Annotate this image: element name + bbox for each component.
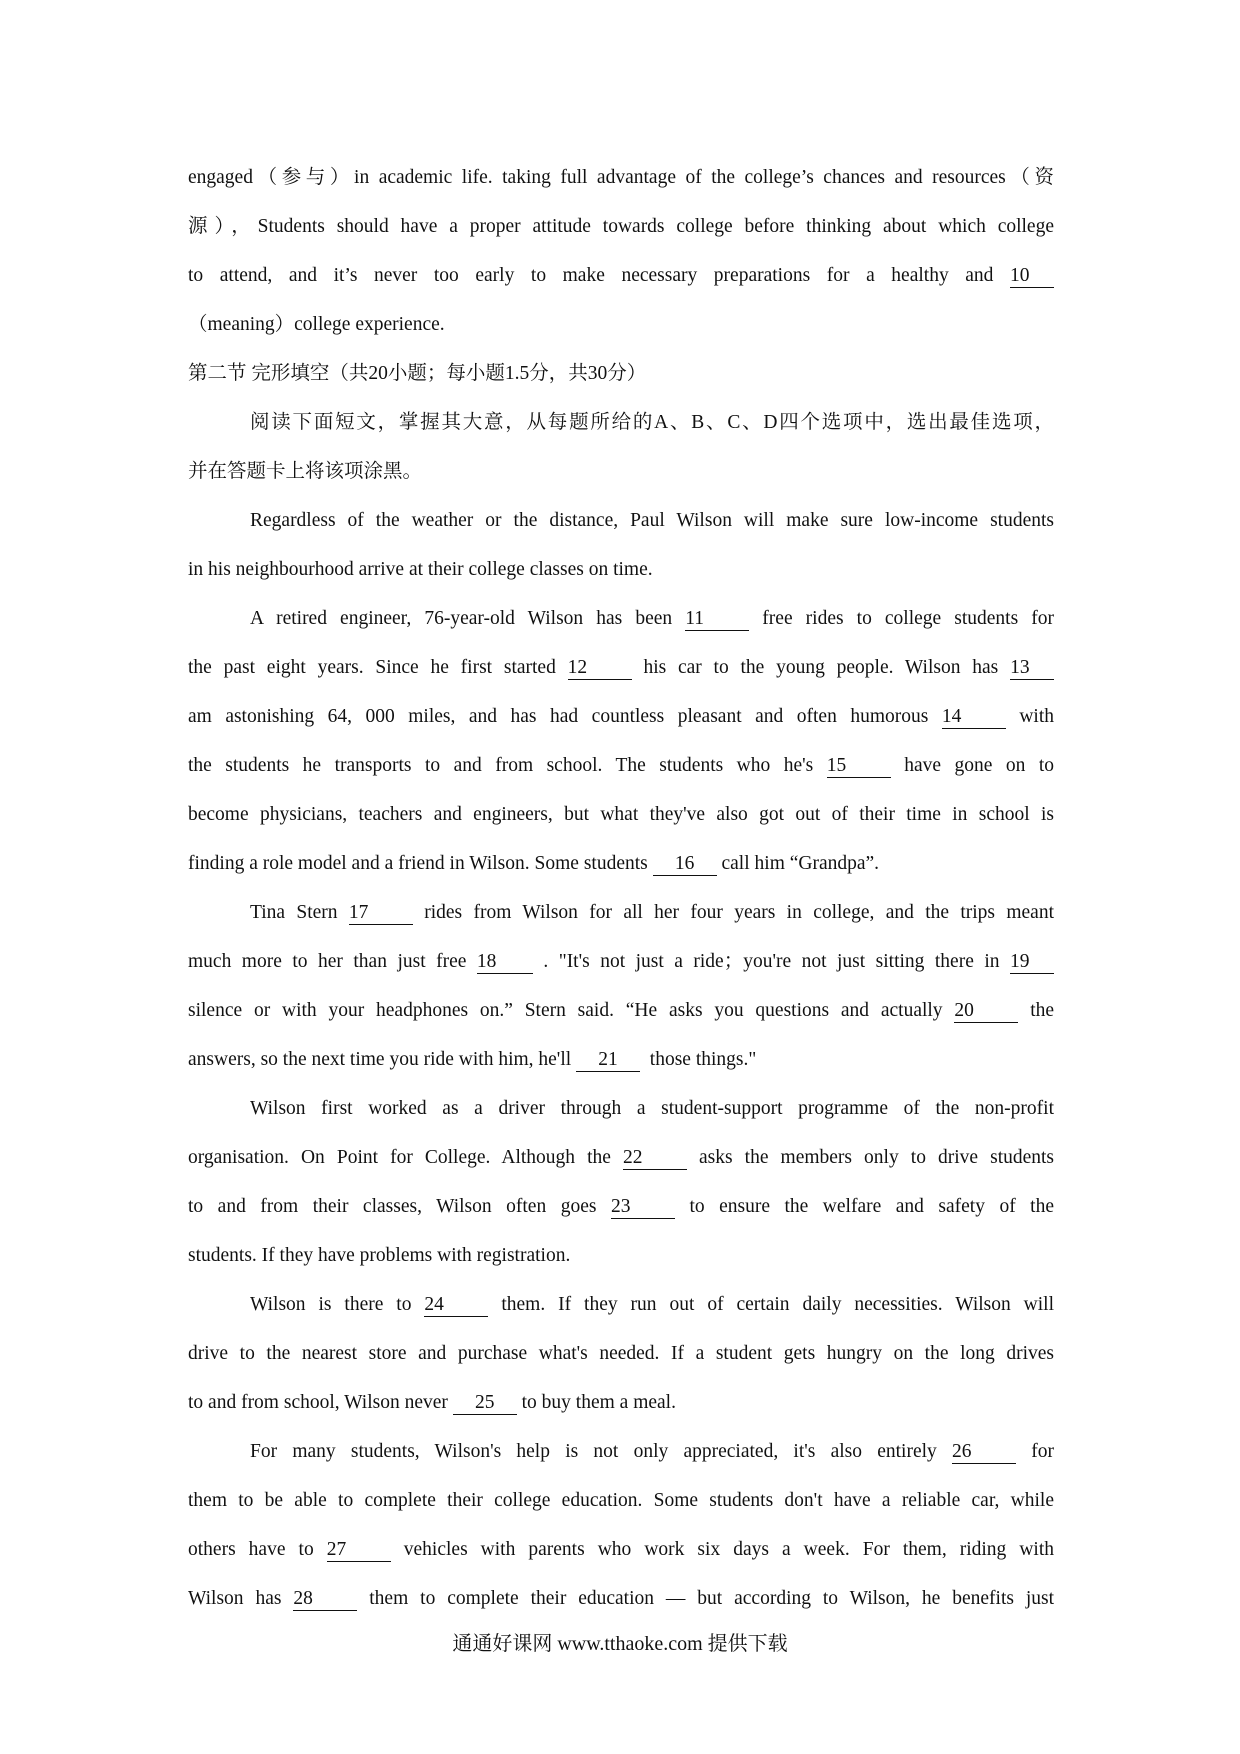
- blank-22: 22: [623, 1147, 687, 1170]
- text-fragment: am astonishing 64, 000 miles, and has had countless pleasant and often humorous: [188, 706, 929, 727]
- text-fragment: For many students, Wilson's help is not only appreciated, it's also entirely: [250, 1441, 937, 1462]
- text-fragment: those things.": [649, 1049, 757, 1070]
- blank-28: 28: [293, 1588, 357, 1611]
- blank-24: 24: [424, 1294, 488, 1317]
- blank-20: 20: [954, 1000, 1018, 1023]
- text-fragment: Wilson has: [188, 1588, 282, 1609]
- text-line: [188, 692, 1054, 741]
- blank-10: 10: [1010, 265, 1054, 288]
- text-fragment: them to complete their education — but according to Wilson, he benefits just: [369, 1588, 1055, 1609]
- text-line: become physicians, teachers and engineers, but what they've also got out of their time in school is: [188, 804, 1054, 825]
- text-line: [188, 1574, 1054, 1623]
- text-fragment: to attend, and it’s never too early to make necessary preparations for a healthy and: [188, 265, 994, 286]
- text-line: [188, 1182, 1054, 1231]
- text-line: Regardless of the weather or the distance, Paul Wilson will make sure low-income students: [250, 510, 1054, 531]
- text-fragment: with: [1019, 706, 1054, 727]
- blank-15: 15: [827, 755, 891, 778]
- text-line: [188, 888, 1054, 937]
- blank-18: 18: [477, 951, 533, 974]
- text-fragment: them. If they run out of certain daily necessities. Wilson will: [501, 1294, 1055, 1315]
- text-line: （meaning）college experience.: [188, 314, 445, 335]
- text-line: [188, 594, 1054, 643]
- blank-14: 14: [942, 706, 1006, 729]
- text-line: [188, 1133, 1054, 1182]
- blank-21: 21: [576, 1049, 640, 1072]
- text-fragment: organisation. On Point for College. Although the: [188, 1147, 611, 1168]
- text-fragment: . "It's not just a ride；you're not just sitting there in: [543, 951, 1000, 972]
- text-fragment: call him “Grandpa”.: [721, 853, 880, 874]
- text-fragment: finding a role model and a friend in Wilson. Some students: [188, 853, 648, 874]
- text-line: [188, 1035, 1054, 1084]
- text-fragment: rides from Wilson for all her four years in college, and the trips meant: [424, 902, 1054, 923]
- instruction-line: 并在答题卡上将该项涂黑。: [188, 461, 423, 482]
- text-line: in his neighbourhood arrive at their college classes on time.: [188, 559, 653, 580]
- blank-16: 16: [653, 853, 717, 876]
- blank-23: 23: [611, 1196, 675, 1219]
- blank-26: 26: [952, 1441, 1016, 1464]
- text-fragment: to and from school, Wilson never: [188, 1392, 448, 1413]
- text-fragment: vehicles with parents who work six days a week. For them, riding with: [403, 1539, 1055, 1560]
- text-line: 源），Students should have a proper attitude towards college before thinking about which college: [188, 216, 1054, 237]
- text-line: [188, 1280, 1054, 1329]
- text-fragment: Wilson is there to: [250, 1294, 412, 1315]
- text-fragment: for: [1031, 1441, 1055, 1462]
- text-fragment: silence or with your headphones on.” Stern said. “He asks you questions and actually: [188, 1000, 943, 1021]
- blank-19: 19: [1010, 951, 1054, 974]
- text-line: [188, 986, 1054, 1035]
- text-line: [188, 1378, 1054, 1427]
- blank-17: 17: [349, 902, 413, 925]
- text-line: [188, 1525, 1054, 1574]
- text-fragment: to ensure the welfare and safety of the: [689, 1196, 1054, 1217]
- section-title: 第二节 完形填空（共20小题；每小题1.5分，共30分）: [188, 363, 647, 384]
- blank-12: 12: [568, 657, 632, 680]
- text-line: drive to the nearest store and purchase what's needed. If a student gets hungry on the long drives: [188, 1343, 1054, 1364]
- text-line: [188, 251, 1054, 300]
- text-fragment: answers, so the next time you ride with him, he'll: [188, 1049, 572, 1070]
- page-footer: 通通好课网 www.tthaoke.com 提供下载: [452, 1633, 788, 1655]
- text-line: [188, 937, 1054, 986]
- blank-13: 13: [1010, 657, 1054, 680]
- text-fragment: A retired engineer, 76-year-old Wilson has been: [250, 608, 673, 629]
- text-line: [188, 643, 1054, 692]
- text-line: [188, 1427, 1054, 1476]
- text-line: engaged（参与）in academic life. taking full advantage of the college’s chances and resources（资: [188, 167, 1054, 188]
- text-fragment: to and from their classes, Wilson often goes: [188, 1196, 597, 1217]
- text-fragment: his car to the young people. Wilson has: [643, 657, 999, 678]
- text-fragment: asks the members only to drive students: [699, 1147, 1055, 1168]
- text-fragment: much more to her than just free: [188, 951, 467, 972]
- text-line: Wilson first worked as a driver through a student-support programme of the non-profit: [250, 1098, 1054, 1119]
- text-fragment: the past eight years. Since he first started: [188, 657, 556, 678]
- text-fragment: free rides to college students for: [762, 608, 1055, 629]
- text-fragment: have gone on to: [904, 755, 1055, 776]
- blank-27: 27: [327, 1539, 391, 1562]
- text-fragment: others have to: [188, 1539, 314, 1560]
- blank-11: 11: [685, 608, 749, 631]
- text-fragment: Tina Stern: [250, 902, 338, 923]
- instruction-line: 阅读下面短文，掌握其大意，从每题所给的A、B、C、D四个选项中，选出最佳选项，: [250, 412, 1054, 433]
- text-line: them to be able to complete their college education. Some students don't have a reliable car, while: [188, 1490, 1054, 1511]
- text-fragment: to buy them a meal.: [521, 1392, 676, 1413]
- document-body: [188, 153, 1054, 1623]
- text-fragment: the students he transports to and from school. The students who he's: [188, 755, 814, 776]
- text-line: students. If they have problems with registration.: [188, 1245, 571, 1266]
- text-line: [188, 839, 1054, 888]
- blank-25: 25: [453, 1392, 517, 1415]
- text-fragment: the: [1030, 1000, 1055, 1021]
- text-line: [188, 741, 1054, 790]
